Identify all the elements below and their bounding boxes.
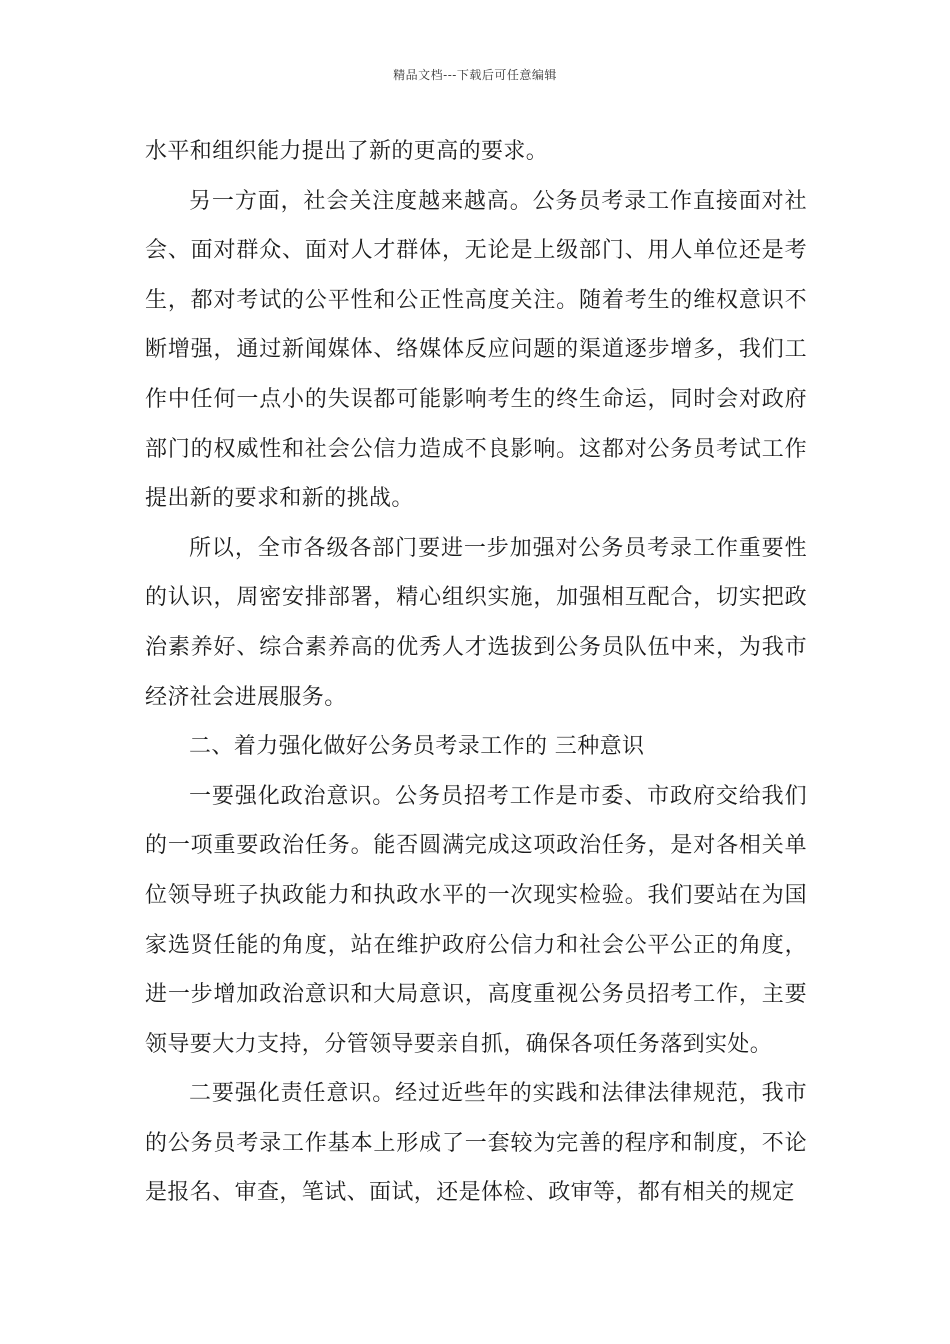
section-heading: 二、着力强化做好公务员考录工作的 三种意识 [189,734,645,760]
paragraph-continuation: 水平和组织能力提出了新的更高的要求。 [145,139,549,164]
paragraph: 另一方面，社会关注度越来越高。公务员考录工作直接面对社会、面对群众、面对人才群体，无论是上级部门、用人单位还是考生，都对考试的公平性和公正性高度关注。随着考生的维权意识不断增强，通过新闻媒体、络媒体反应问题的渠道逐步增多，我们工作中任何一点小的失误都可能影响考生的终生命运，同时会对政府部门的权威性和社会公信力造成不良影响。这都对公务员考试工作提出新的要求和新的挑战。 [145,188,807,512]
paragraph: 所以，全市各级各部门要进一步加强对公务员考录工作重要性的认识，周密安排部署，精心组织实施，加强相互配合，切实把政治素养好、综合素养高的优秀人才选拔到公务员队伍中来，为我市经济社会进展服务。 [145,535,807,710]
page-header: 精品文档---下载后可任意编辑 [393,68,557,82]
document-body [145,127,807,1218]
paragraph: 二要强化责任意识。经过近些年的实践和法律法律规范，我市的公务员考录工作基本上形成了一套较为完善的程序和制度，不论是报名、审查，笔试、面试，还是体检、政审等，都有相关的规定 [145,1081,807,1206]
paragraph: 一要强化政治意识。公务员招考工作是市委、市政府交给我们的一项重要政治任务。能否圆满完成这项政治任务，是对各相关单位领导班子执政能力和执政水平的一次现实检验。我们要站在为国家选贤任能的角度，站在维护政府公信力和社会公平公正的角度，进一步增加政治意识和大局意识，高度重视公务员招考工作，主要领导要大力支持，分管领导要亲自抓，确保各项任务落到实处。 [145,783,807,1057]
